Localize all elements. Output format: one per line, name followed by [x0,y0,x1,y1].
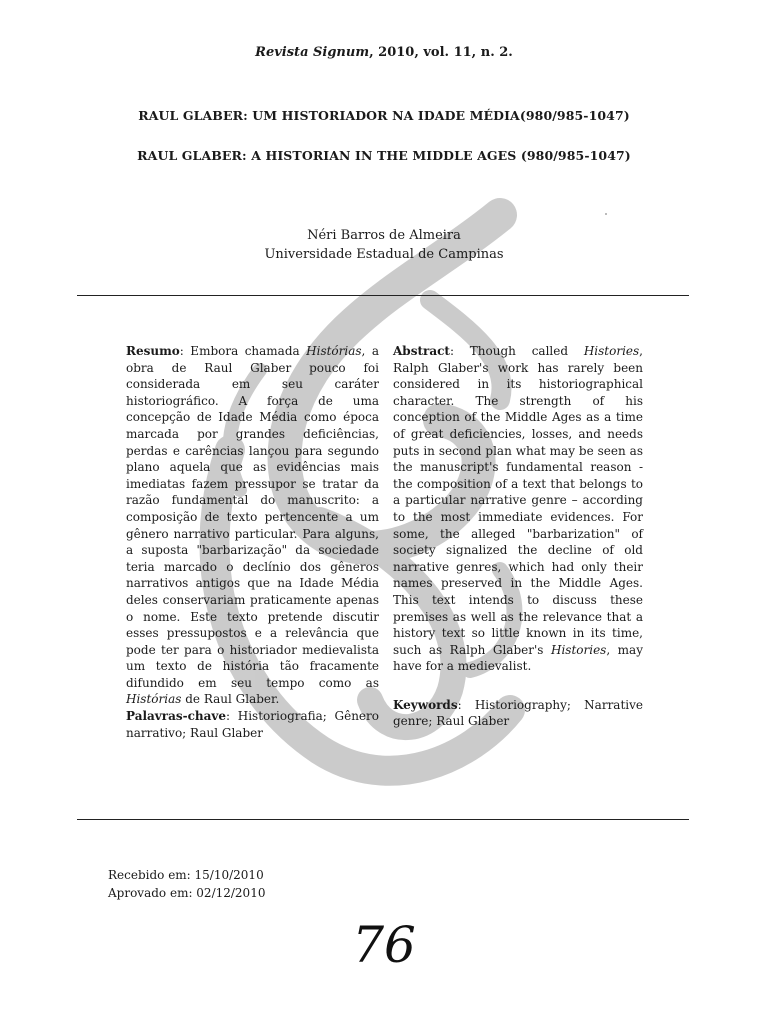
author-name: Néri Barros de Almeira [307,228,461,243]
resumo-paragraph [126,343,379,708]
abstract-text: : Though called [449,344,584,358]
title-portuguese: RAUL GLABER: UM HISTORIADOR NA IDADE MÉDIA(980/985-1047) [138,108,630,123]
author-block [0,226,768,264]
resumo-text: de Raul Glaber. [181,692,280,707]
abstract-italic: Histories [551,642,607,657]
abstract-paragraph [393,343,643,675]
title-english: RAUL GLABER: A HISTORIAN IN THE MIDDLE AGES (980/985-1047) [137,148,631,163]
author-affiliation: Universidade Estadual de Campinas [264,247,504,262]
journal-header [0,45,768,60]
journal-issue: , 2010, vol. 11, n. 2. [369,45,513,60]
page-number: 76 [352,916,416,974]
palavras-chave-text: : Historiografia; Gênero narrativo; Raul Glaber [126,709,379,740]
resumo-text: : Embora chamada [179,344,307,358]
bottom-divider [77,819,689,820]
submission-dates [108,866,265,902]
keywords-text: : Historiography; Narrative genre; Raul Glaber [393,697,643,729]
palavras-chave-paragraph [126,708,379,741]
palavras-chave-label: Palavras-chave [126,709,227,724]
resumo-column [126,343,379,741]
resumo-italic: Histórias [306,344,362,358]
journal-name: Revista Signum [255,45,370,60]
received-date: Recebido em: 15/10/2010 [108,868,264,882]
keywords-label: Keywords [393,697,458,712]
abstract-text: , Ralph Glaber's work has rarely been considered in its historiographical character. The strength of his conception of the Middle Ages as a time of great deficiencies, losses, and needs puts in second plan what may be seen as the manuscript's fundamental reason - the composition of a text that belongs to a particular narrative genre – according to the most immediate evidences. For some, the alleged "barbarization" of society signalized the decline of old narrative genres, which had only their names preserved in the Middle Ages. This text intends to discuss these premises as well as the relevance that a history text so little known in its time, such as Ralph Glaber's [393,344,643,657]
resumo-italic: Histórias [126,692,182,707]
resumo-text: , a obra de Raul Glaber pouco foi considerada em seu caráter historiográfico. A força de uma concepção de Idade Média como época marcada por grandes deficiências, perdas e carências lançou para segundo plano aquela que as evidências mais imediatas fazem pressupor se tratar da razão fundamental do manuscrito: a composição de texto pertencente a um gênero narrativo particular. Para alguns, a suposta "barbarização" da sociedade teria marcado o declínio dos gêneros narrativos antigos que na Idade Média deles conservariam praticamente apenas o nome. Este texto pretende discutir esses pressupostos e a relevância que pode ter para o historiador medievalista um texto de história tão fracamente difundido em seu tempo como as [126,344,379,690]
resumo-label: Resumo [126,344,180,358]
abstract-text: , may have for a medievalist. [393,642,643,674]
abstract-italic: Histories [583,344,640,358]
speck [605,213,607,215]
abstract-label: Abstract [393,344,450,358]
top-divider [77,295,689,296]
keywords-paragraph [393,697,643,730]
abstract-column [393,343,643,730]
approved-date: Aprovado em: 02/12/2010 [108,886,266,900]
